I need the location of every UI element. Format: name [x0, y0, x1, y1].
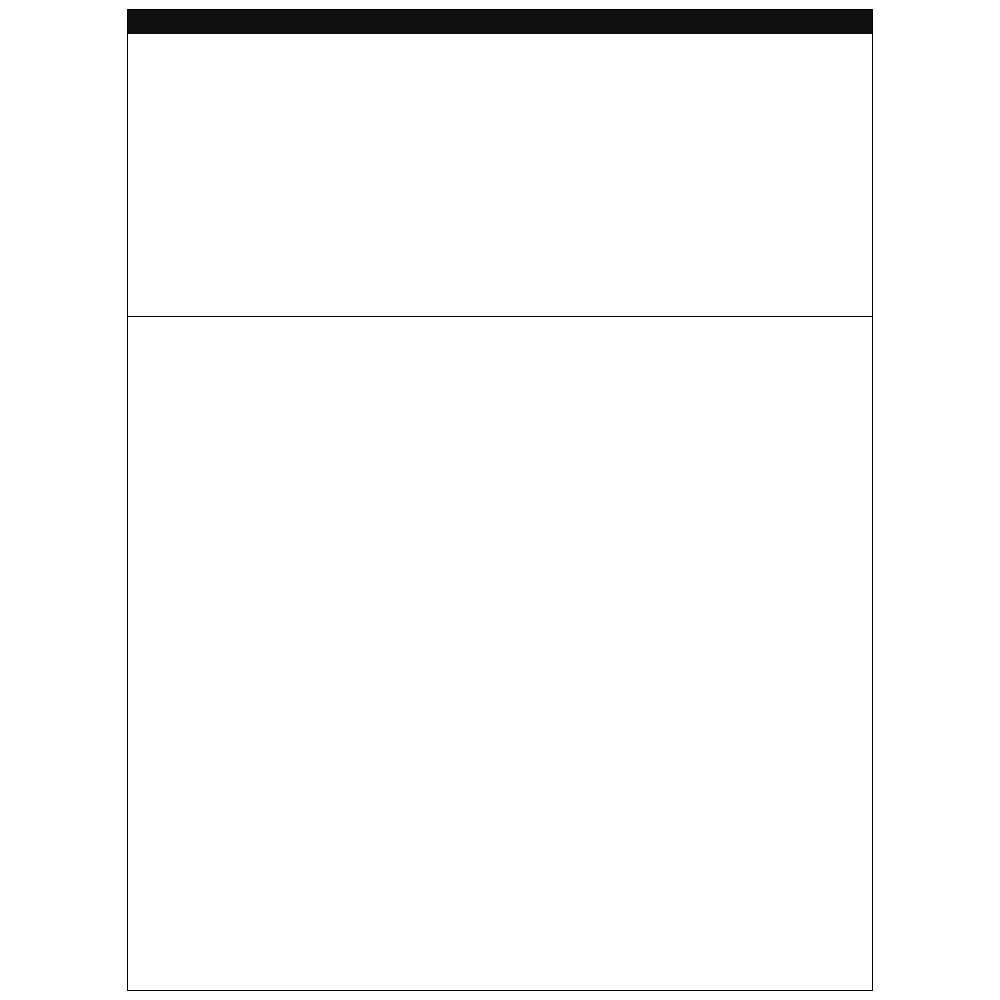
skill-cross-reference-chart — [127, 9, 873, 991]
header-row — [128, 34, 872, 317]
chart-title — [128, 10, 872, 34]
intro-panel — [128, 34, 676, 316]
